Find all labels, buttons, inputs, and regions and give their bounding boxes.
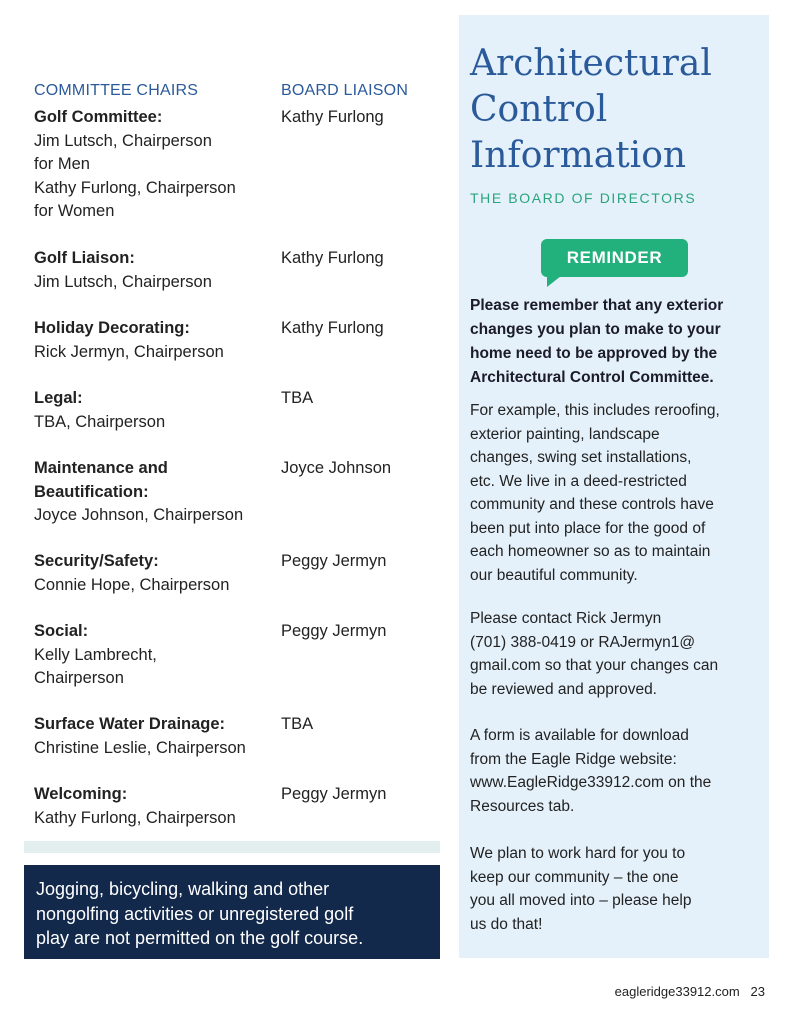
paragraph-line: community and these controls have xyxy=(470,496,714,513)
committee-chair-line: Kelly Lambrecht, xyxy=(34,645,157,664)
paragraph-line: exterior painting, landscape xyxy=(470,425,660,443)
committee-entry-social xyxy=(34,620,434,713)
notice-line: nongolfing activities or unregistered golf xyxy=(36,903,354,924)
golf-course-notice xyxy=(24,865,440,959)
paragraph-line: www.EagleRidge33912.com on the xyxy=(470,774,712,791)
committee-title: Maintenance and xyxy=(34,459,168,477)
paragraph-line: (701) 388-0419 or RAJermyn1@ xyxy=(470,633,696,651)
sidebar-title-line: Control xyxy=(470,89,608,130)
committee-list xyxy=(34,82,434,833)
paragraph-line: from the Eagle Ridge website: xyxy=(470,750,677,768)
committee-chair-line: Chairperson xyxy=(34,669,124,687)
committee-chair-line: Kathy Furlong, Chairperson xyxy=(34,178,236,197)
committee-chair-line: Jim Lutsch, Chairperson xyxy=(34,131,212,150)
paragraph-line: changes, swing set installations, xyxy=(470,449,692,466)
committee-header-row xyxy=(34,82,434,106)
committee-entry-maintenance xyxy=(34,457,434,550)
paragraph-line: gmail.com so that your changes can xyxy=(470,657,719,674)
paragraph-line: be reviewed and approved. xyxy=(470,680,657,698)
paragraph-line: you all moved into – please help xyxy=(470,892,692,909)
board-liaison-name: TBA xyxy=(281,389,314,407)
paragraph-line: etc. We live in a deed-restricted xyxy=(470,472,687,490)
reminder-lead-text: Please remember that any exterior changes you plan to make to your home need to be approved by the Architectural Control Committee. xyxy=(470,297,724,386)
notice-line: Jogging, bicycling, walking and other xyxy=(36,879,330,899)
committee-chair-line: Connie Hope, Chairperson xyxy=(34,575,230,594)
committee-entry-legal xyxy=(34,387,434,457)
committee-chair-line: TBA, Chairperson xyxy=(34,412,166,431)
page-number: 23 xyxy=(750,984,765,999)
board-liaison-name: Peggy Jermyn xyxy=(281,552,387,570)
paragraph-line: A form is available for download xyxy=(470,727,689,744)
committee-title: Golf Liaison: xyxy=(34,249,135,267)
divider-stripe xyxy=(24,841,440,853)
paragraph-line: Please contact Rick Jermyn xyxy=(470,610,662,627)
reminder-bubble-tail xyxy=(547,276,561,287)
board-liaison-name: TBA xyxy=(281,715,314,733)
sidebar-title-line: Information xyxy=(470,135,687,176)
paragraph-line: us do that! xyxy=(470,915,543,933)
example-paragraph xyxy=(470,399,765,587)
committee-entry-surface-water xyxy=(34,713,434,783)
board-liaison-name: Joyce Johnson xyxy=(281,459,392,477)
paragraph-line: been put into place for the good of xyxy=(470,519,706,537)
committee-entry-holiday-decorating xyxy=(34,317,434,387)
paragraph-line: We plan to work hard for you to xyxy=(470,845,686,862)
committee-title: Golf Committee: xyxy=(34,108,163,126)
footer-site: eagleridge33912.com xyxy=(614,984,740,999)
sidebar-subtitle: THE BOARD OF DIRECTORS xyxy=(470,190,697,206)
sidebar-title xyxy=(470,41,765,179)
page-footer xyxy=(615,984,765,999)
committee-title: Security/Safety: xyxy=(34,552,159,570)
board-liaison-heading: BOARD LIAISON xyxy=(281,82,409,99)
committee-chair-line: Rick Jermyn, Chairperson xyxy=(34,342,224,361)
paragraph-line: each homeowner so as to maintain xyxy=(470,543,711,560)
reminder-badge: REMINDER xyxy=(541,239,688,277)
sidebar-title-line: Architectural xyxy=(470,43,712,84)
committee-title: Beautification: xyxy=(34,482,149,501)
committee-entry-golf-liaison xyxy=(34,247,434,317)
board-liaison-name: Peggy Jermyn xyxy=(281,622,387,640)
committee-chair-line: Jim Lutsch, Chairperson xyxy=(34,272,212,291)
closing-paragraph xyxy=(470,842,765,936)
paragraph-line: keep our community – the one xyxy=(470,868,679,886)
board-liaison-name: Kathy Furlong xyxy=(281,319,384,337)
paragraph-line: For example, this includes reroofing, xyxy=(470,402,720,419)
board-liaison-name: Peggy Jermyn xyxy=(281,785,387,803)
committee-chairs-heading: COMMITTEE CHAIRS xyxy=(34,82,199,99)
paragraph-line: our beautiful community. xyxy=(470,566,638,584)
board-liaison-name: Kathy Furlong xyxy=(281,108,384,126)
committee-entry-security xyxy=(34,550,434,620)
notice-line: play are not permitted on the golf course. xyxy=(36,928,364,948)
paragraph-line: Resources tab. xyxy=(470,797,575,815)
committee-chair-line: Kathy Furlong, Chairperson xyxy=(34,808,236,827)
committee-entry-golf-committee xyxy=(34,106,434,247)
committee-chair-line: Joyce Johnson, Chairperson xyxy=(34,506,244,524)
committee-chair-line: for Women xyxy=(34,202,115,220)
form-download-paragraph xyxy=(470,724,765,818)
committee-entry-welcoming xyxy=(34,783,434,833)
contact-paragraph xyxy=(470,607,765,701)
committee-title: Legal: xyxy=(34,389,83,407)
committee-title: Welcoming: xyxy=(34,785,128,803)
committee-chair-line: Christine Leslie, Chairperson xyxy=(34,738,246,757)
board-liaison-name: Kathy Furlong xyxy=(281,249,384,267)
committee-chair-line: for Men xyxy=(34,155,90,173)
architectural-control-sidebar xyxy=(459,15,769,958)
committee-title: Social: xyxy=(34,622,89,640)
committee-title: Holiday Decorating: xyxy=(34,319,190,337)
committee-title: Surface Water Drainage: xyxy=(34,715,226,733)
